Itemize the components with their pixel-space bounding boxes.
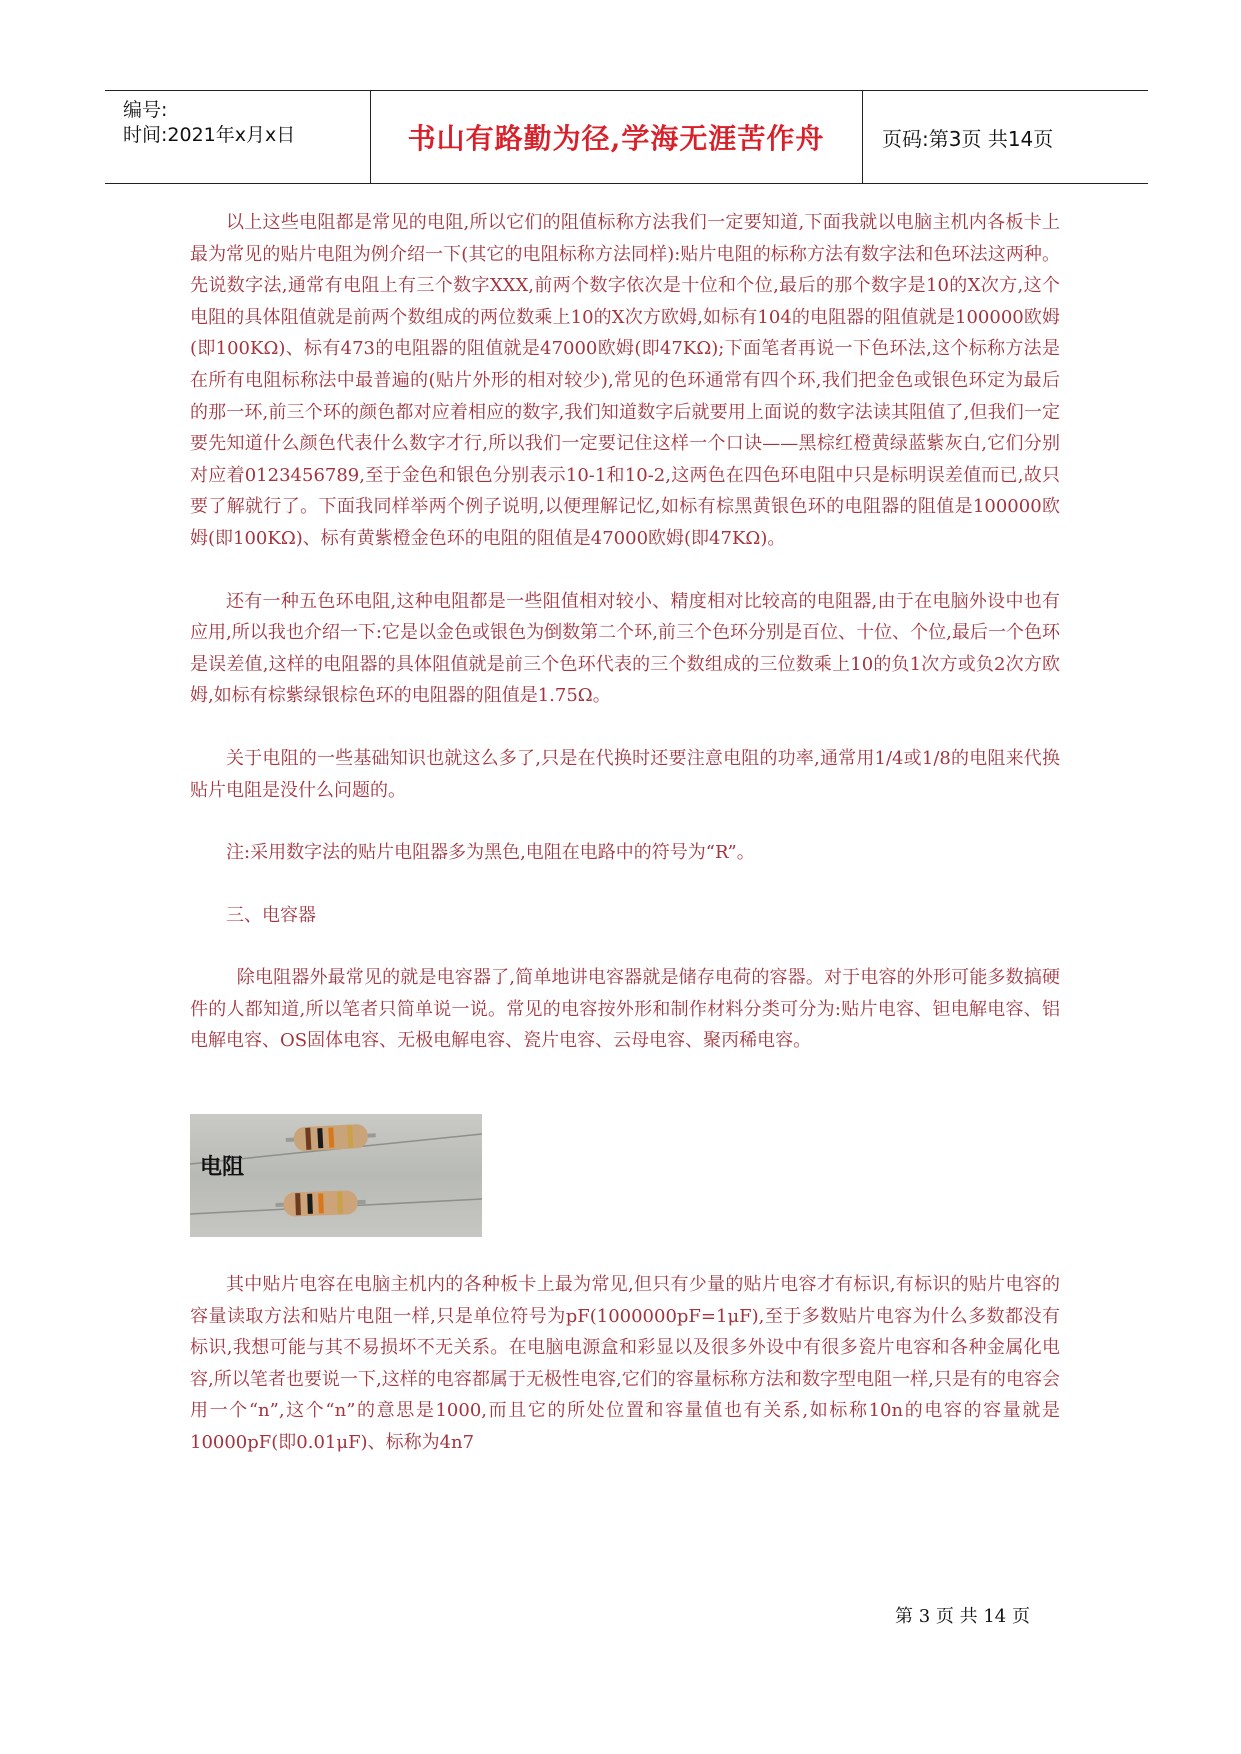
note: 注:采用数字法的贴片电阻器多为黑色,电阻在电路中的符号为“R”。	[226, 842, 755, 864]
header-page-code: 页码:第3页 共14页	[882, 126, 1054, 151]
paragraph: 其中贴片电容在电脑主机内的各种板卡上最为常见,但只有少量的贴片电容才有标识,有标识的贴片电容的容量读取方法和贴片电阻一样,只是单位符号为pF(1000000pF=1μF),至于多数贴片电容为什么多数都没有标识,我想可能与其不易损坏不无关系。在电脑电源盒和彩显以及很多外设中有很多瓷片电容和各种金属化电容,所以笔者也要说一下,这样的电容都属于无极性电容,它们的容量标称方法和数字型电阻一样,只是有的电容会用一个“n”,这个“n”的意思是1000,而且它的所处位置和容量值也有关系,如标称10n的电容的容量就是10000pF(即0.01μF)、标称为4n7	[190, 1274, 1060, 1454]
section-heading: 三、电容器	[226, 904, 316, 926]
header-divider	[862, 91, 863, 183]
header-motto: 书山有路勤为径,学海无涯苦作舟	[407, 122, 825, 155]
footer-page-indicator: 第 3 页 共 14 页	[895, 1606, 1030, 1627]
paragraph: 还有一种五色环电阻,这种电阻都是一些阻值相对较小、精度相对比较高的电阻器,由于在电脑外设中也有应用,所以我也介绍一下:它是以金色或银色为倒数第二个环,前三个色环分别是百位、十位、个位,最后一个色环是误差值,这样的电阻器的具体阻值就是前三个色环代表的三个数组成的三位数乘上10的负1次方或负2次方欧姆,如标有棕紫绿银棕色环的电阻器的阻值是1.75Ω。	[190, 590, 1060, 707]
photo-label: 电阻	[200, 1155, 245, 1181]
time-label: 时间:2021年x月x日	[123, 124, 296, 146]
resistor-bottom	[275, 1190, 366, 1217]
serial-label: 编号:	[123, 99, 168, 121]
paragraph: 除电阻器外最常见的就是电容器了,简单地讲电容器就是储存电荷的容器。对于电容的外形可能多数搞硬件的人都知道,所以笔者只简单说一说。常见的电容按外形和制作材料分类可分为:贴片电容、钽电解电容、铝电解电容、OS固体电容、无极电解电容、瓷片电容、云母电容、聚丙稀电容。	[190, 967, 1060, 1052]
header-info	[115, 91, 365, 183]
page-header	[105, 90, 1148, 184]
paragraph: 以上这些电阻都是常见的电阻,所以它们的阻值标称方法我们一定要知道,下面我就以电脑主机内各板卡上最为常见的贴片电阻为例介绍一下(其它的电阻标称方法同样):贴片电阻的标称方法有数字法和色环法这两种。先说数字法,通常有电阻上有三个数字XXX,前两个数字依次是十位和个位,最后的那个数字是10的X次方,这个电阻的具体阻值就是前两个数组成的两位数乘上10的X次方欧姆,如标有104的电阻器的阻值就是100000欧姆(即100KΩ)、标有473的电阻器的阻值就是47000欧姆(即47KΩ);下面笔者再说一下色环法,这个标称方法是在所有电阻标称法中最普遍的(贴片外形的相对较少),常见的色环通常有四个环,我们把金色或银色环定为最后的那一环,前三个环的颜色都对应着相应的数字,我们知道数字后就要用上面说的数字法读其阻值了,但我们一定要先知道什么颜色代表什么数字才行,所以我们一定要记住这样一个口诀——黑棕红橙黄绿蓝紫灰白,它们分别对应着0123456789,至于金色和银色分别表示10-1和10-2,这两色在四色环电阻中只是标明误差值而已,故只要了解就行了。下面我同样举两个例子说明,以便理解记忆,如标有棕黑黄银色环的电阻器的阻值是100000欧姆(即100KΩ)、标有黄紫橙金色环的电阻的阻值是47000欧姆(即47KΩ)。	[190, 212, 1060, 549]
resistor-top	[285, 1123, 376, 1152]
resistor-photo	[190, 1114, 482, 1237]
document-body	[190, 207, 1060, 1459]
paragraph: 关于电阻的一些基础知识也就这么多了,只是在代换时还要注意电阻的功率,通常用1/4或1/8的电阻来代换贴片电阻是没什么问题的。	[190, 747, 1060, 801]
